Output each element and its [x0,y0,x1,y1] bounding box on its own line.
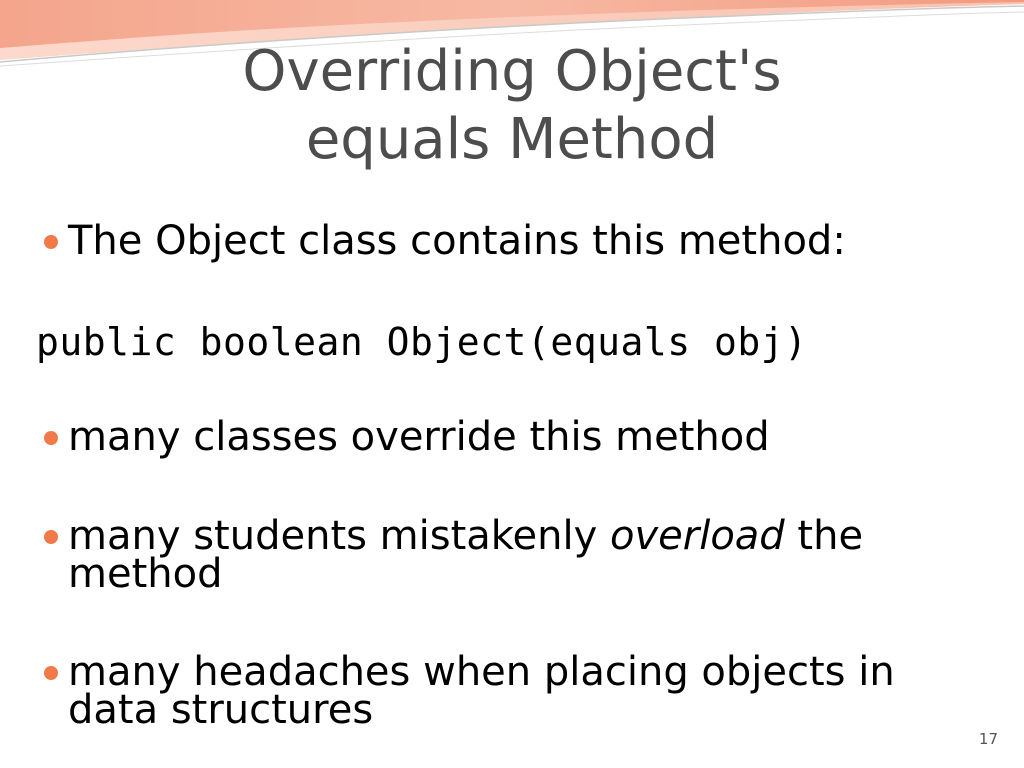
slide-title-line-2: equals Method [305,107,719,172]
slide-title [0,38,1024,174]
bullet-dot-icon [44,431,58,445]
bullet-4-line-1: many headaches when placing objects in [68,649,895,695]
bullet-3-text [68,513,864,597]
bullet-4-text [68,649,895,733]
bullet-1-text: The Object class contains this method: [68,218,846,264]
slide-title-line-1: Overriding Object's [242,39,782,104]
bullet-3-emphasis: overload [610,513,785,559]
bullet-3-before: many students mistakenly [68,513,610,559]
bullet-4-line-2: data structures [68,687,374,733]
bullet-3-after: the [784,513,864,559]
bullet-2-text: many classes override this method [68,414,770,460]
code-signature: public boolean Object(equals obj) [36,320,808,364]
bullet-3-line-2: method [68,551,223,597]
bullet-dot-icon [44,235,58,249]
bullet-dot-icon [44,666,58,680]
bullet-3-line-1 [68,513,864,559]
bullet-dot-icon [44,530,58,544]
page-number: 17 [978,730,998,748]
